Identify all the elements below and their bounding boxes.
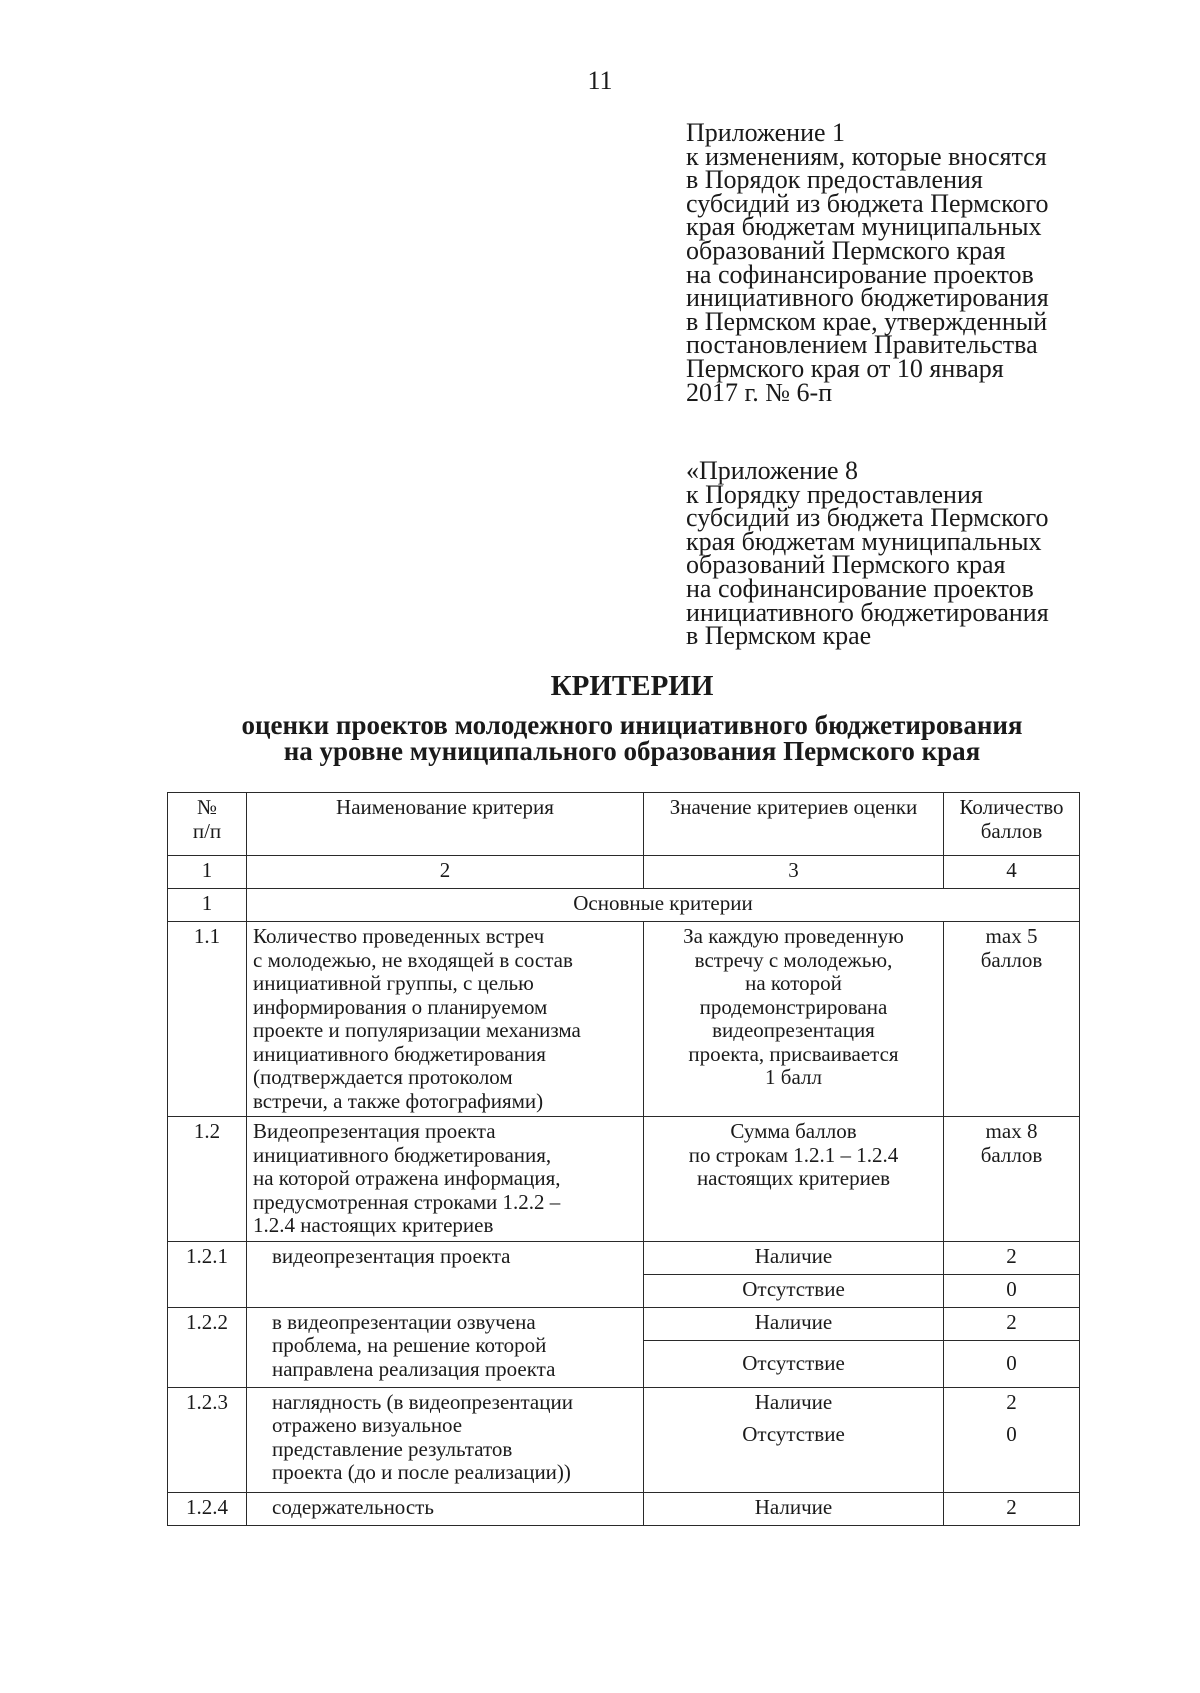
- criterion-name: видеопрезентация проекта: [247, 1241, 644, 1307]
- appendix-line: инициативного бюджетирования: [686, 597, 1049, 627]
- criterion-points: 2: [944, 1492, 1080, 1525]
- appendix-line: к Порядку предоставления: [686, 479, 983, 509]
- header-number: № п/п: [168, 793, 247, 856]
- appendix-line: постановлением Правительства: [686, 330, 1038, 360]
- appendix-line: субсидий из бюджета Пермского: [686, 188, 1049, 218]
- document-subtitle: [0, 712, 1200, 764]
- section-title: Основные критерии: [247, 889, 1080, 922]
- table-row: [168, 1387, 1080, 1420]
- section-row: [168, 889, 1080, 922]
- criterion-value: За каждую проведенную встречу с молодежью, на которой продемонстрирована видеопрезентация проекта, присваивается 1 балл: [644, 922, 944, 1117]
- criterion-option: Наличие: [644, 1241, 944, 1274]
- column-number: 1: [168, 856, 247, 889]
- criterion-option: Отсутствие: [644, 1420, 944, 1493]
- criterion-points: max 5 баллов: [944, 922, 1080, 1117]
- column-number: 2: [247, 856, 644, 889]
- criterion-option: Наличие: [644, 1307, 944, 1340]
- header-criterion-name: Наименование критерия: [247, 793, 644, 856]
- appendix-line: образований Пермского края: [686, 235, 1006, 265]
- criterion-name: в видеопрезентации озвучена проблема, на решение которой направлена реализация проекта: [247, 1307, 644, 1387]
- table-row: [168, 1241, 1080, 1274]
- subtitle-line-1: оценки проектов молодежного инициативного бюджетирования: [241, 710, 1023, 740]
- appendix-line: на софинансирование проектов: [686, 573, 1034, 603]
- criterion-option: Отсутствие: [644, 1340, 944, 1387]
- table-row: [168, 1117, 1080, 1242]
- appendix-1-block: [686, 118, 1116, 407]
- criterion-value: Сумма баллов по строкам 1.2.1 – 1.2.4 настоящих критериев: [644, 1117, 944, 1242]
- criterion-name: Видеопрезентация проекта инициативного бюджетирования, на которой отражена информация, предусмотренная строками 1.2.2 – 1.2.4 настоящих критериев: [247, 1117, 644, 1242]
- criterion-option: Отсутствие: [644, 1274, 944, 1307]
- criterion-name: наглядность (в видеопрезентации отражено визуальное представление результатов проекта (до и после реализации)): [247, 1387, 644, 1492]
- criterion-points: 2: [944, 1307, 1080, 1340]
- appendix-line: Приложение 1: [686, 118, 846, 147]
- row-number: 1.1: [168, 922, 247, 1117]
- appendix-line: в Пермском крае: [686, 621, 872, 651]
- appendix-line: инициативного бюджетирования: [686, 283, 1049, 313]
- criterion-points: max 8 баллов: [944, 1117, 1080, 1242]
- table-header-row: [168, 793, 1080, 856]
- appendix-line: 2017 г. № 6-п: [686, 377, 833, 407]
- column-number: 3: [644, 856, 944, 889]
- row-number: 1.2.3: [168, 1387, 247, 1492]
- table-row: [168, 1492, 1080, 1525]
- header-points: Количество баллов: [944, 793, 1080, 856]
- header-criterion-value: Значение критериев оценки: [644, 793, 944, 856]
- criterion-points: 0: [944, 1420, 1080, 1493]
- appendix-line: Пермского края от 10 января: [686, 353, 1004, 383]
- appendix-line: в Порядок предоставления: [686, 165, 983, 195]
- criterion-name: Количество проведенных встреч с молодежью, не входящей в состав инициативной группы, с целью информирования о планируемом проекте и популяризации механизма инициативного бюджетирования (подтверждается протоколом встречи, а также фотографиями): [247, 922, 644, 1117]
- column-number: 4: [944, 856, 1080, 889]
- appendix-line: субсидий из бюджета Пермского: [686, 503, 1049, 533]
- appendix-line: на софинансирование проектов: [686, 259, 1034, 289]
- appendix-line: образований Пермского края: [686, 550, 1006, 580]
- table-row: [168, 922, 1080, 1117]
- criterion-points: 2: [944, 1387, 1080, 1420]
- row-number: 1.2.4: [168, 1492, 247, 1525]
- page-number: 11: [587, 66, 613, 95]
- column-number-row: [168, 856, 1080, 889]
- row-number: 1.2.1: [168, 1241, 247, 1307]
- criterion-option: Наличие: [644, 1492, 944, 1525]
- appendix-line: к изменениям, которые вносятся: [686, 141, 1047, 171]
- appendix-line: края бюджетам муниципальных: [686, 212, 1042, 242]
- table-row: [168, 1307, 1080, 1340]
- appendix-8-block: [686, 456, 1116, 651]
- section-number: 1: [168, 889, 247, 922]
- appendix-line: края бюджетам муниципальных: [686, 526, 1042, 556]
- subtitle-line-2: на уровне муниципального образования Пермского края: [283, 736, 981, 766]
- criterion-name: содержательность: [247, 1492, 644, 1525]
- criterion-option: Наличие: [644, 1387, 944, 1420]
- criterion-points: 0: [944, 1340, 1080, 1387]
- row-number: 1.2: [168, 1117, 247, 1242]
- criterion-points: 2: [944, 1241, 1080, 1274]
- appendix-line: «Приложение 8: [686, 456, 859, 485]
- document-title: КРИТЕРИИ: [550, 670, 714, 702]
- row-number: 1.2.2: [168, 1307, 247, 1387]
- criteria-table: [167, 792, 1080, 1526]
- criterion-points: 0: [944, 1274, 1080, 1307]
- appendix-line: в Пермском крае, утвержденный: [686, 306, 1048, 336]
